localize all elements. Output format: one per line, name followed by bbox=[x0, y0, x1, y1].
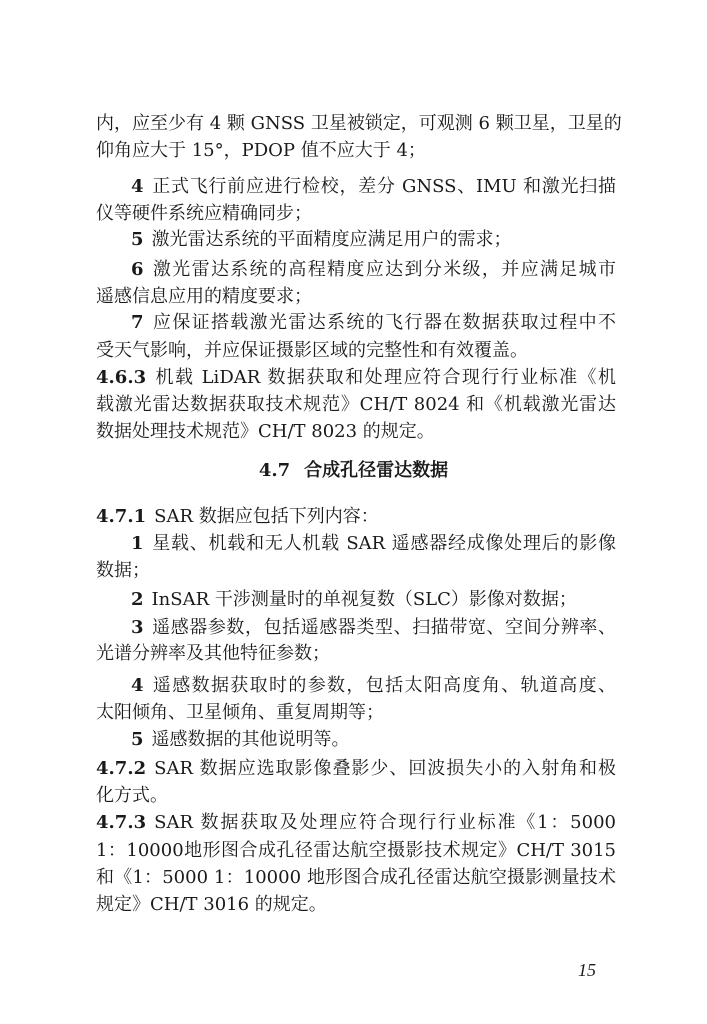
line-text: 正式飞行前应进行检校，差分 GNSS、IMU 和激光扫描 bbox=[151, 176, 616, 197]
list-item-5 bbox=[131, 729, 616, 751]
clause-number: 4.7.1 bbox=[96, 506, 147, 527]
line-text: 数据； bbox=[96, 560, 150, 581]
item-number: 3 bbox=[131, 617, 144, 638]
paragraph-line bbox=[96, 894, 616, 916]
item-number: 7 bbox=[131, 312, 144, 333]
section-number: 4.7 bbox=[258, 460, 291, 481]
line-text: SAR 数据应包括下列内容： bbox=[154, 506, 379, 527]
line-text: SAR 数据获取及处理应符合现行行业标准《1：5000 bbox=[154, 812, 616, 833]
paragraph-line bbox=[96, 394, 616, 416]
list-item-7 bbox=[131, 312, 616, 334]
line-text: 1：10000地形图合成孔径雷达航空摄影技术规定》CH/T 3015 bbox=[96, 840, 616, 861]
line-text: 载激光雷达数据获取技术规范》CH/T 8024 和《机载激光雷达 bbox=[96, 394, 616, 415]
paragraph-line bbox=[96, 113, 622, 135]
line-text: 受天气影响，并应保证摄影区域的完整性和有效覆盖。 bbox=[96, 340, 528, 361]
line-text: 星载、机载和无人机载 SAR 遥感器经成像处理后的影像 bbox=[151, 533, 616, 554]
line-text: 遥感数据获取时的参数，包括太阳高度角、轨道高度、 bbox=[151, 675, 616, 696]
paragraph-line bbox=[96, 286, 616, 308]
paragraph-line bbox=[96, 140, 616, 162]
line-text: InSAR 干涉测量时的单视复数（SLC）影像对数据； bbox=[151, 589, 577, 610]
line-text: 规定》CH/T 3016 的规定。 bbox=[96, 894, 327, 915]
line-text: 光谱分辨率及其他特征参数； bbox=[96, 643, 330, 664]
clause-4-7-3 bbox=[96, 812, 616, 834]
clause-4-6-3 bbox=[96, 367, 616, 389]
clause-4-7-1 bbox=[96, 506, 616, 528]
list-item-4 bbox=[131, 675, 616, 697]
paragraph-line bbox=[96, 840, 616, 862]
line-text: 激光雷达系统的平面精度应满足用户的需求； bbox=[151, 229, 512, 250]
clause-number: 4.7.2 bbox=[96, 758, 147, 779]
item-number: 4 bbox=[131, 675, 144, 696]
line-text: 仰角应大于 15°，PDOP 值不应大于 4； bbox=[96, 140, 426, 161]
line-text: 和《1：5000 1：10000 地形图合成孔径雷达航空摄影测量技术 bbox=[96, 867, 616, 888]
paragraph-line bbox=[96, 421, 616, 443]
list-item-2 bbox=[131, 589, 616, 611]
line-text: 太阳倾角、卫星倾角、重复周期等； bbox=[96, 702, 384, 723]
line-text: 机载 LiDAR 数据获取和处理应符合现行行业标准《机 bbox=[154, 367, 616, 388]
item-number: 6 bbox=[131, 259, 144, 280]
line-text: 应保证搭载激光雷达系统的飞行器在数据获取过程中不 bbox=[151, 312, 616, 333]
line-text: 数据处理技术规范》CH/T 8023 的规定。 bbox=[96, 421, 435, 442]
line-text: 遥感信息应用的精度要求； bbox=[96, 286, 312, 307]
paragraph-line bbox=[96, 203, 616, 225]
line-text: 仪等硬件系统应精确同步； bbox=[96, 203, 312, 224]
clause-number: 4.7.3 bbox=[96, 812, 147, 833]
line-text: 遥感器参数，包括遥感器类型、扫描带宽、空间分辨率、 bbox=[151, 617, 616, 638]
paragraph-line bbox=[96, 702, 616, 724]
list-item-4 bbox=[131, 176, 616, 198]
list-item-3 bbox=[131, 617, 616, 639]
list-item-1 bbox=[131, 533, 616, 555]
clause-number: 4.6.3 bbox=[96, 367, 147, 388]
line-text: SAR 数据应选取影像叠影少、回波损失小的入射角和极 bbox=[154, 758, 616, 779]
item-number: 5 bbox=[131, 729, 144, 750]
item-number: 2 bbox=[131, 589, 144, 610]
line-text: 内，应至少有 4 颗 GNSS 卫星被锁定，可观测 6 颗卫星，卫星的 bbox=[96, 113, 622, 134]
item-number: 4 bbox=[131, 176, 144, 197]
line-text: 化方式。 bbox=[96, 785, 168, 806]
item-number: 1 bbox=[131, 533, 144, 554]
list-item-6 bbox=[131, 259, 616, 281]
paragraph-line bbox=[96, 867, 616, 889]
paragraph-line bbox=[96, 340, 616, 362]
paragraph-line bbox=[96, 785, 616, 807]
section-heading bbox=[0, 460, 707, 482]
clause-4-7-2 bbox=[96, 758, 616, 780]
item-number: 5 bbox=[131, 229, 144, 250]
line-text: 激光雷达系统的高程精度应达到分米级，并应满足城市 bbox=[151, 259, 616, 280]
paragraph-line bbox=[96, 560, 616, 582]
section-title: 合成孔径雷达数据 bbox=[304, 460, 449, 481]
paragraph-line bbox=[96, 643, 616, 665]
line-text: 遥感数据的其他说明等。 bbox=[151, 729, 350, 750]
page-number: 15 bbox=[578, 960, 596, 980]
list-item-5 bbox=[131, 229, 616, 251]
